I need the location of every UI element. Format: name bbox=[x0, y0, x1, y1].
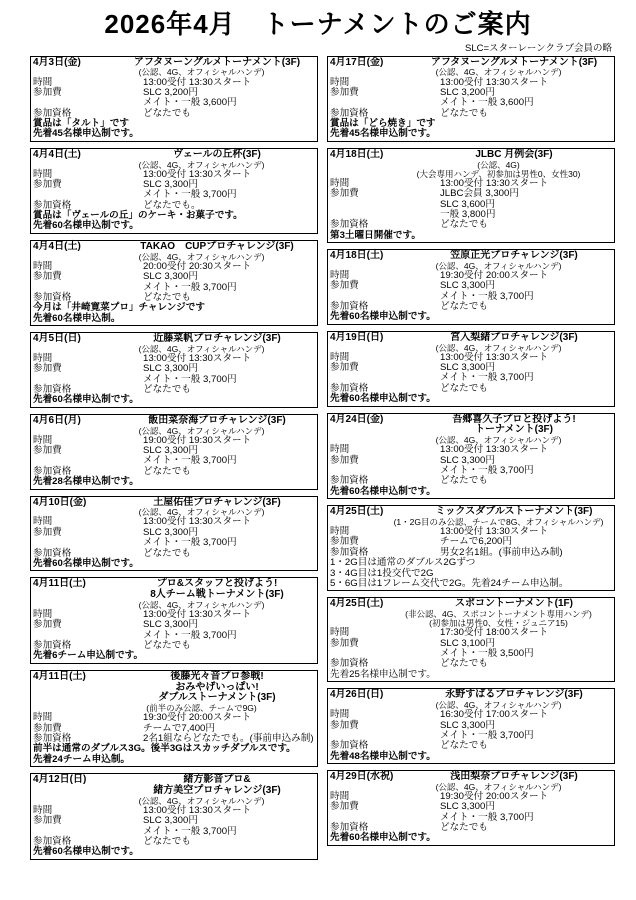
event-note: 3・4G目は1投交代で2G bbox=[330, 567, 434, 579]
detail-value: チームで7,400円 bbox=[143, 722, 215, 734]
detail-label: 時間 bbox=[330, 526, 350, 538]
detail-value: 2名1組ならどなたでも。(事前申込み制) bbox=[143, 733, 314, 745]
detail-value: 13:00受付 13:30スタート bbox=[143, 76, 252, 88]
event-title-line: TAKAO CUPプロチャレンジ(3F) bbox=[140, 240, 294, 252]
detail-value: どなたでも bbox=[143, 547, 191, 559]
event-box bbox=[30, 56, 318, 142]
detail-value: 13:00受付 13:30スタート bbox=[143, 804, 252, 816]
event-header bbox=[33, 416, 315, 427]
event-box bbox=[327, 249, 615, 325]
detail-value: 20:00受付 20:30スタート bbox=[143, 260, 252, 272]
event-columns bbox=[0, 54, 636, 866]
detail-row bbox=[330, 802, 612, 823]
detail-value: どなたでも bbox=[440, 301, 488, 313]
detail-label: 参加費 bbox=[33, 619, 62, 631]
detail-value: メイト・一般 3,700円 bbox=[143, 537, 237, 549]
event-note: 先着60名様申込制です。 bbox=[33, 220, 139, 232]
detail-values bbox=[440, 302, 612, 312]
detail-row bbox=[330, 189, 612, 220]
event-box bbox=[327, 148, 615, 243]
event-note: 1・2G目は通常のダブルス2Gずつ bbox=[330, 557, 476, 569]
event-note: 賞品は「どら焼き」です bbox=[330, 118, 436, 129]
event-date: 4月18日(土) bbox=[330, 250, 384, 262]
event-title bbox=[119, 416, 315, 427]
detail-row bbox=[33, 88, 315, 109]
event-date: 4月3日(金) bbox=[33, 56, 81, 68]
detail-values bbox=[143, 837, 315, 847]
detail-value: 13:00受付 13:30スタート bbox=[143, 352, 252, 364]
event-title-line: 宮入梨緒プロチャレンジ(3F) bbox=[450, 331, 578, 343]
detail-value: 19:30受付 20:00スタート bbox=[440, 790, 549, 802]
event-box bbox=[327, 770, 615, 846]
event-note: 先着28名様申込制です。 bbox=[33, 476, 139, 488]
detail-values bbox=[143, 446, 315, 467]
event-header bbox=[33, 775, 315, 797]
event-note: 第3土曜日開催です。 bbox=[330, 229, 421, 241]
detail-value: SLC 3,600円 bbox=[440, 198, 495, 210]
event-subtitle: (公認、4G、オフィシャルハンデ) bbox=[138, 159, 265, 170]
detail-label: 時間 bbox=[33, 168, 53, 180]
detail-value: 13:00受付 13:30スタート bbox=[143, 168, 252, 180]
detail-row bbox=[33, 446, 315, 467]
detail-values bbox=[440, 476, 612, 486]
detail-values bbox=[143, 528, 315, 549]
detail-value: JLBC会員 3,300円 bbox=[440, 188, 519, 200]
detail-values bbox=[143, 620, 315, 641]
detail-value: どなたでも bbox=[143, 384, 191, 396]
detail-values bbox=[143, 180, 315, 201]
event-title-line: JLBC 月例会(3F) bbox=[475, 148, 553, 160]
event-date: 4月25日(土) bbox=[330, 506, 384, 518]
detail-values bbox=[440, 710, 612, 720]
detail-values bbox=[143, 385, 315, 395]
detail-value: 13:00受付 13:30スタート bbox=[440, 351, 549, 363]
detail-label: 時間 bbox=[330, 76, 350, 88]
event-title-line: ダブルストーナメント(3F) bbox=[158, 692, 276, 704]
event-title-line: おみやげいっぱい! bbox=[175, 681, 259, 693]
detail-values bbox=[440, 721, 612, 742]
event-box bbox=[327, 56, 615, 142]
detail-values bbox=[440, 281, 612, 302]
detail-label: 参加資格 bbox=[330, 740, 369, 752]
detail-value: SLC 3,300円 bbox=[440, 454, 495, 466]
detail-value: メイト・一般 3,500円 bbox=[440, 648, 534, 660]
event-date: 4月6日(月) bbox=[33, 414, 81, 426]
detail-value: どなたでも bbox=[143, 465, 191, 477]
event-subtitle: (公認、4G、オフィシャルハンデ) bbox=[435, 342, 562, 353]
event-date: 4月29日(水祝) bbox=[330, 770, 394, 782]
event-note: 先着60名様申込制です。 bbox=[330, 832, 436, 844]
event-date: 4月4日(土) bbox=[33, 148, 81, 160]
detail-label: 時間 bbox=[33, 352, 53, 364]
event-box bbox=[30, 496, 318, 572]
event-box bbox=[30, 414, 318, 490]
detail-label: 参加費 bbox=[33, 271, 62, 283]
detail-value: SLC 3,200円 bbox=[440, 86, 495, 98]
event-note: 先着45名様申込制です。 bbox=[33, 128, 139, 140]
detail-label: 時間 bbox=[33, 609, 53, 621]
event-title-line: 8人チーム戦トーナメント(3F) bbox=[150, 589, 284, 601]
event-subtitle: (公認、4G、オフィシャルハンデ) bbox=[435, 435, 562, 446]
event-title-line: 吾郷喜久子プロと投げよう! bbox=[452, 413, 576, 425]
detail-values bbox=[143, 364, 315, 385]
event-box bbox=[30, 670, 318, 767]
event-subtitle: (1・2G目のみ公認、チームで8G、オフィシャルハンデ) bbox=[393, 516, 604, 527]
detail-label: 参加資格 bbox=[33, 733, 72, 745]
event-title-line: 後藤光々音プロ参戦! bbox=[170, 670, 264, 682]
detail-label: 参加資格 bbox=[33, 465, 72, 477]
event-title-line: 土屋佑佳プロチャレンジ(3F) bbox=[153, 496, 281, 508]
detail-label: 時間 bbox=[33, 434, 53, 446]
detail-row bbox=[33, 528, 315, 549]
detail-value: 13:00受付 13:30スタート bbox=[143, 609, 252, 621]
detail-value: メイト・一般 3,700円 bbox=[143, 455, 237, 467]
detail-label: 参加費 bbox=[33, 526, 62, 538]
detail-label: 参加費 bbox=[330, 362, 359, 374]
event-title-line: アフタヌーングルメトーナメント(3F) bbox=[133, 56, 301, 68]
detail-label: 参加資格 bbox=[330, 382, 369, 394]
event-date: 4月25日(土) bbox=[330, 598, 384, 610]
detail-value: どなたでも bbox=[143, 836, 191, 848]
detail-value: チームで6,200円 bbox=[440, 536, 512, 548]
detail-row bbox=[330, 721, 612, 742]
detail-value: メイト・一般 3,700円 bbox=[440, 290, 534, 302]
detail-value: どなたでも bbox=[440, 740, 488, 752]
event-note: 先着24チーム申込制。 bbox=[33, 753, 131, 765]
detail-label: 参加資格 bbox=[33, 836, 72, 848]
event-box bbox=[327, 688, 615, 764]
detail-values bbox=[440, 802, 612, 823]
event-title bbox=[119, 579, 315, 601]
event-title-line: ミックスダブルストーナメント(3F) bbox=[435, 506, 593, 518]
event-header bbox=[330, 415, 612, 437]
detail-value: メイト・一般 3,600円 bbox=[143, 97, 237, 109]
detail-value: どなたでも bbox=[440, 821, 488, 833]
detail-values bbox=[440, 109, 612, 119]
detail-values bbox=[440, 659, 612, 669]
event-title-line: アフタヌーングルメトーナメント(3F) bbox=[430, 56, 598, 68]
event-title-line: ヴェールの丘杯(3F) bbox=[173, 148, 261, 160]
event-subtitle: (公認、4G、オフィシャルハンデ) bbox=[138, 795, 265, 806]
event-date: 4月19日(日) bbox=[330, 331, 384, 343]
detail-label: 時間 bbox=[33, 804, 53, 816]
event-title-line: プロ&スタッフと投げよう! bbox=[156, 578, 278, 590]
detail-label: 参加費 bbox=[330, 801, 359, 813]
detail-label: 参加費 bbox=[33, 815, 62, 827]
detail-value: どなたでも bbox=[143, 291, 191, 303]
event-date: 4月17日(金) bbox=[330, 56, 384, 68]
detail-label: 時間 bbox=[33, 260, 53, 272]
event-subtitle: (公認、4G、オフィシャルハンデ) bbox=[435, 781, 562, 792]
detail-label: 参加費 bbox=[33, 179, 62, 191]
detail-label: 時間 bbox=[330, 444, 350, 456]
event-note: 先着60名様申込制。 bbox=[33, 312, 121, 324]
event-subtitle: (公認、4G、オフィシャルハンデ) bbox=[138, 251, 265, 262]
detail-label: 参加費 bbox=[33, 722, 62, 734]
column-right bbox=[327, 56, 615, 852]
detail-values bbox=[440, 823, 612, 833]
detail-row bbox=[33, 816, 315, 837]
detail-row bbox=[330, 281, 612, 302]
detail-value: SLC 3,200円 bbox=[143, 86, 198, 98]
detail-label: 参加資格 bbox=[330, 107, 369, 119]
detail-value: SLC 3,300円 bbox=[143, 619, 198, 631]
event-title bbox=[416, 415, 612, 437]
detail-value: メイト・一般 3,700円 bbox=[440, 465, 534, 477]
detail-value: メイト・一般 3,700円 bbox=[143, 373, 237, 385]
event-subtitle: (公認、4G、オフィシャルハンデ) bbox=[138, 599, 265, 610]
event-box bbox=[30, 773, 318, 860]
detail-value: 17:30受付 18:00スタート bbox=[440, 627, 549, 639]
event-header bbox=[330, 150, 612, 161]
event-title-line: 緒方影音プロ& bbox=[183, 774, 251, 786]
event-box bbox=[30, 148, 318, 234]
event-title bbox=[416, 150, 612, 161]
detail-value: SLC 3,300円 bbox=[440, 362, 495, 374]
detail-label: 参加資格 bbox=[330, 301, 369, 313]
detail-row bbox=[330, 639, 612, 660]
detail-label: 参加資格 bbox=[33, 547, 72, 559]
event-note: 先着60名様申込制です。 bbox=[33, 557, 139, 569]
event-subtitle: (前半のみ公認、チームで9G) bbox=[146, 703, 257, 714]
detail-label: 参加費 bbox=[330, 637, 359, 649]
event-subtitle: (公認、4G) bbox=[477, 159, 520, 170]
detail-row bbox=[33, 364, 315, 385]
detail-values bbox=[143, 467, 315, 477]
event-note: 先着45名様申込制です。 bbox=[330, 128, 436, 140]
detail-label: 参加費 bbox=[330, 454, 359, 466]
detail-value: どなたでも bbox=[143, 640, 191, 652]
column-left bbox=[30, 56, 318, 866]
event-box bbox=[30, 240, 318, 326]
event-date: 4月10日(金) bbox=[33, 496, 87, 508]
detail-label: 時間 bbox=[330, 177, 350, 189]
detail-label: 参加資格 bbox=[33, 384, 72, 396]
event-note: 先着6チーム申込制です。 bbox=[33, 650, 144, 662]
detail-row bbox=[33, 180, 315, 201]
detail-value: SLC 3,300円 bbox=[143, 179, 198, 191]
detail-label: 参加資格 bbox=[33, 291, 72, 303]
detail-label: 参加資格 bbox=[330, 546, 369, 558]
event-title bbox=[119, 672, 315, 704]
detail-row bbox=[330, 88, 612, 109]
detail-value: メイト・一般 3,700円 bbox=[143, 825, 237, 837]
event-title-line: スポコントーナメント(1F) bbox=[455, 598, 573, 610]
event-subtitle: (非公認、4G、スポコントーナメント専用ハンデ) bbox=[405, 609, 592, 620]
event-box bbox=[327, 413, 615, 500]
detail-label: 参加費 bbox=[330, 536, 359, 548]
event-title-line: 浅田梨奈プロチャレンジ(3F) bbox=[450, 770, 578, 782]
detail-label: 参加資格 bbox=[33, 199, 72, 211]
event-header bbox=[33, 579, 315, 601]
event-note: 先着25名様申込制です。 bbox=[330, 668, 436, 680]
detail-values bbox=[143, 88, 315, 109]
detail-value: 13:00受付 13:30スタート bbox=[440, 177, 549, 189]
detail-value: 13:00受付 13:30スタート bbox=[440, 444, 549, 456]
detail-values bbox=[440, 741, 612, 751]
detail-label: 時間 bbox=[330, 351, 350, 363]
detail-value: メイト・一般 3,700円 bbox=[440, 811, 534, 823]
event-date: 4月5日(日) bbox=[33, 332, 81, 344]
detail-label: 時間 bbox=[330, 709, 350, 721]
detail-row bbox=[33, 272, 315, 293]
event-note: 先着60名様申込制です。 bbox=[330, 311, 436, 323]
detail-value: SLC 3,300円 bbox=[143, 526, 198, 538]
event-date: 4月18日(土) bbox=[330, 148, 384, 160]
detail-value: メイト・一般 3,700円 bbox=[143, 629, 237, 641]
detail-label: 参加費 bbox=[33, 363, 62, 375]
detail-values bbox=[143, 109, 315, 119]
event-note: 先着60名様申込制です。 bbox=[330, 485, 436, 497]
event-subtitle: (大会専用ハンデ、初参加は男性0、女性30) bbox=[416, 168, 581, 179]
detail-values bbox=[143, 549, 315, 559]
detail-value: SLC 3,300円 bbox=[440, 719, 495, 731]
detail-label: 参加費 bbox=[33, 445, 62, 457]
detail-value: メイト・一般 3,700円 bbox=[440, 729, 534, 741]
event-note: 前半は通常のダブルス3G。後半3Gはスカッチダブルスです。 bbox=[33, 743, 296, 755]
event-date: 4月11日(土) bbox=[33, 578, 86, 590]
detail-value: 13:00受付 13:30スタート bbox=[143, 516, 252, 528]
detail-value: メイト・一般 3,700円 bbox=[143, 281, 237, 293]
event-date: 4月4日(土) bbox=[33, 240, 81, 252]
event-title bbox=[416, 333, 612, 344]
detail-value: メイト・一般 3,700円 bbox=[440, 372, 534, 384]
event-note: 賞品は「ヴェールの丘」のケーキ・お菓子です。 bbox=[33, 210, 243, 222]
detail-row bbox=[330, 363, 612, 384]
detail-label: 時間 bbox=[33, 712, 53, 724]
event-subtitle: (公認、4G、オフィシャルハンデ) bbox=[138, 425, 265, 436]
event-subtitle: (公認、4G、オフィシャルハンデ) bbox=[138, 507, 265, 518]
event-note: 先着60名様申込制です。 bbox=[33, 394, 139, 406]
detail-value: SLC 3,300円 bbox=[143, 271, 198, 283]
event-box bbox=[30, 577, 318, 664]
event-note: 先着60名様申込制です。 bbox=[330, 393, 436, 405]
event-title bbox=[119, 150, 315, 161]
detail-label: 参加費 bbox=[330, 188, 359, 200]
detail-label: 時間 bbox=[33, 516, 53, 528]
detail-values bbox=[440, 384, 612, 394]
detail-row bbox=[330, 456, 612, 477]
detail-label: 参加費 bbox=[330, 719, 359, 731]
detail-label: 時間 bbox=[330, 269, 350, 281]
detail-value: 13:00受付 13:30スタート bbox=[440, 76, 549, 88]
detail-value: 男女2名1組。(事前申込み制) bbox=[440, 546, 563, 558]
event-note: 先着60名様申込制です。 bbox=[33, 846, 139, 858]
event-title-line: 笠原正光プロチャレンジ(3F) bbox=[450, 250, 578, 262]
detail-value: どなたでも bbox=[440, 382, 488, 394]
detail-value: SLC 3,100円 bbox=[440, 637, 495, 649]
detail-value: 19:30受付 20:00スタート bbox=[440, 269, 549, 281]
detail-label: 時間 bbox=[33, 76, 53, 88]
detail-label: 時間 bbox=[330, 790, 350, 802]
detail-value: メイト・一般 3,600円 bbox=[440, 97, 534, 109]
detail-value: 19:00受付 19:30スタート bbox=[143, 434, 252, 446]
detail-label: 参加資格 bbox=[330, 475, 369, 487]
event-subtitle: (公認、4G、オフィシャルハンデ) bbox=[435, 699, 562, 710]
detail-label: 参加資格 bbox=[330, 658, 369, 670]
event-title-line: 永野すばるプロチャレンジ(3F) bbox=[445, 689, 583, 701]
event-note: 今月は「井崎寛菜プロ」チャレンジです bbox=[33, 302, 205, 314]
detail-label: 参加資格 bbox=[330, 219, 369, 231]
detail-values bbox=[440, 456, 612, 477]
detail-value: SLC 3,300円 bbox=[143, 363, 198, 375]
detail-values bbox=[143, 816, 315, 837]
detail-value: 19:30受付 20:00スタート bbox=[143, 712, 252, 724]
event-title-line: 飯田菜奈海プロチャレンジ(3F) bbox=[148, 414, 286, 426]
detail-row bbox=[330, 710, 612, 720]
event-title-line: トーナメント(3F) bbox=[475, 424, 553, 436]
detail-values bbox=[440, 88, 612, 109]
event-subtitle: (公認、4G、オフィシャルハンデ) bbox=[138, 67, 265, 78]
event-header bbox=[33, 672, 315, 704]
detail-value: SLC 3,300円 bbox=[143, 445, 198, 457]
detail-value: どなたでも bbox=[440, 658, 488, 670]
detail-label: 参加資格 bbox=[33, 640, 72, 652]
detail-values bbox=[440, 639, 612, 660]
detail-value: どなたでも bbox=[143, 107, 191, 119]
detail-values bbox=[143, 272, 315, 293]
event-note: 先着48名様申込制です。 bbox=[330, 750, 436, 762]
event-box bbox=[327, 597, 615, 682]
detail-value: どなたでも bbox=[440, 475, 488, 487]
event-title-line: 近藤菜帆プロチャレンジ(3F) bbox=[153, 332, 281, 344]
event-subtitle: (公認、4G、オフィシャルハンデ) bbox=[435, 67, 562, 78]
detail-values bbox=[143, 641, 315, 651]
slc-abbreviation-note: SLC=スターレーンクラブ会員の略 bbox=[465, 42, 612, 54]
detail-value: SLC 3,300円 bbox=[440, 280, 495, 292]
detail-label: 参加資格 bbox=[33, 107, 72, 119]
event-note: 5・6G目は1フレーム交代で2G。先着24チーム申込制。 bbox=[330, 577, 569, 589]
event-title bbox=[119, 775, 315, 797]
detail-values bbox=[440, 189, 612, 220]
event-date: 4月12日(日) bbox=[33, 774, 87, 786]
detail-row bbox=[33, 620, 315, 641]
event-header bbox=[33, 150, 315, 161]
event-subtitle: (公認、4G、オフィシャルハンデ) bbox=[435, 260, 562, 271]
detail-value: 16:30受付 17:00スタート bbox=[440, 709, 549, 721]
detail-label: 参加費 bbox=[33, 86, 62, 98]
detail-value: 13:00受付 13:30スタート bbox=[440, 526, 549, 538]
event-box bbox=[30, 332, 318, 408]
detail-value: SLC 3,300円 bbox=[440, 801, 495, 813]
detail-value: メイト・一般 3,700円 bbox=[143, 189, 237, 201]
event-box bbox=[327, 331, 615, 407]
detail-value: 一般 3,800円 bbox=[440, 208, 496, 220]
event-box bbox=[327, 505, 615, 591]
event-note: 賞品は「タルト」です bbox=[33, 118, 129, 129]
event-date: 4月26日(日) bbox=[330, 689, 384, 701]
detail-label: 時間 bbox=[330, 627, 350, 639]
detail-label: 参加資格 bbox=[330, 821, 369, 833]
event-date: 4月24日(金) bbox=[330, 413, 384, 425]
event-subtitle: (初参加は男性0、女性・ジュニア15) bbox=[429, 618, 568, 629]
detail-label: 参加費 bbox=[330, 86, 359, 98]
detail-value: どなたでも bbox=[440, 219, 488, 231]
detail-value: どなたでも bbox=[440, 107, 488, 119]
detail-value: SLC 3,300円 bbox=[143, 815, 198, 827]
detail-values bbox=[440, 220, 612, 230]
event-subtitle: (公認、4G、オフィシャルハンデ) bbox=[138, 343, 265, 354]
detail-values bbox=[440, 363, 612, 384]
page-title: 2026年4月 トーナメントのご案内 bbox=[104, 9, 532, 39]
detail-label: 参加費 bbox=[330, 280, 359, 292]
event-date: 4月11日(土) bbox=[33, 670, 86, 682]
event-header bbox=[330, 333, 612, 344]
event-title-line: 緒方美空プロチャレンジ(3F) bbox=[153, 784, 281, 796]
detail-value: どなたでも。 bbox=[143, 199, 201, 211]
